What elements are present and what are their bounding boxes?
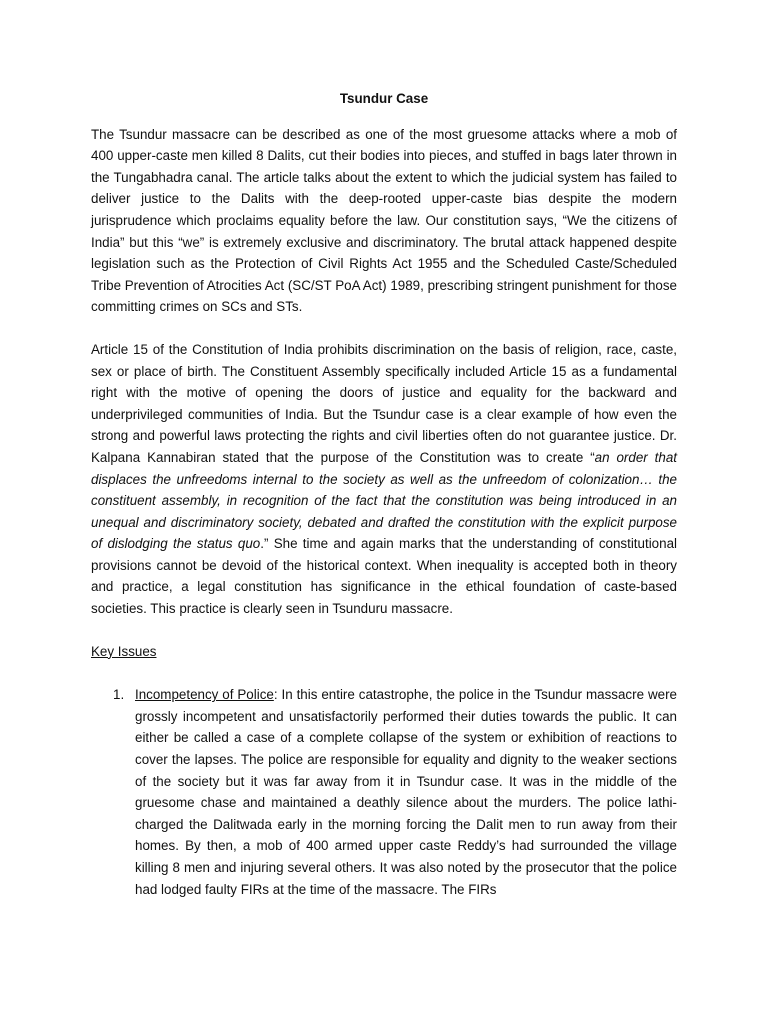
- issue-description: : In this entire catastrophe, the police in the Tsundur massacre were grossly incompetent and unsatisfactorily performed their duties towards the public. It can either be called a case of a complete collapse of the system or exhibition of reactions to cover the lapses. The police are responsible for equality and dignity to the weaker sections of the society but it was far away from it in Tsundur case. It was in the middle of the gruesome chase and maintained a deathly silence about the murders. The police lathi-charged the Dalitwada early in the morning forcing the Dalit men to run away from their homes. By then, a mob of 400 armed upper caste Reddy’s had surrounded the village killing 8 men and injuring several others. It was also noted by the prosecutor that the police had lodged faulty FIRs at the time of the massacre. The FIRs: [135, 687, 677, 897]
- list-item: [91, 684, 677, 900]
- key-issues-list: [91, 684, 677, 900]
- paragraph-intro: The Tsundur massacre can be described as one of the most gruesome attacks where a mob of 400 upper-caste men killed 8 Dalits, cut their bodies into pieces, and stuffed in bags later thrown in the Tungabhadra canal. The article talks about the extent to which the judicial system has failed to deliver justice to the Dalits with the deep-rooted upper-caste bias despite the modern jurisprudence which proclaims equality before the law. Our constitution says, “We the citizens of India” but this “we” is extremely exclusive and discriminatory. The brutal attack happened despite legislation such as the Protection of Civil Rights Act 1955 and the Scheduled Caste/Scheduled Tribe Prevention of Atrocities Act (SC/ST PoA Act) 1989, prescribing stringent punishment for those committing crimes on SCs and STs.: [91, 126, 677, 315]
- document-title: Tsundur Case: [339, 91, 429, 106]
- list-item-number: 1.: [113, 687, 125, 703]
- kannabiran-quote: an order that displaces the unfreedoms internal to the society as well as the unfreedom of colonization… the constituent assembly, in recognition of the fact that the constitution was being introduced in an unequal and discriminatory society, debated and drafted the constitution with the explicit purpose of dislodging the status quo: [91, 449, 677, 552]
- paragraph-article-15-text: Article 15 of the Constitution of India prohibits discrimination on the basis of religion, race, caste, sex or place of birth. The Constituent Assembly specifically included Article 15 as a fundamental right with the motive of opening the doors of justice and equality for the backward and underprivileged communities of India. But the Tsundur case is a clear example of how even the strong and powerful laws protecting the rights and civil liberties often do not guarantee justice. Dr. Kalpana Kannabiran stated that the purpose of the Constitution was to create “: [91, 341, 677, 465]
- list-item-content: [135, 684, 677, 900]
- key-issues-heading: Key Issues: [91, 643, 157, 659]
- paragraph-article-15-continued: .” She time and again marks that the understanding of constitutional provisions cannot be devoid of the historical context. When inequality is accepted both in theory and practice, a legal constitution has significance in the ethical foundation of caste-based societies. This practice is clearly seen in Tsunduru massacre.: [91, 536, 677, 617]
- issue-title: Incompetency of Police: [135, 687, 274, 703]
- document-page: [91, 88, 677, 900]
- paragraph-article-15: [91, 339, 677, 620]
